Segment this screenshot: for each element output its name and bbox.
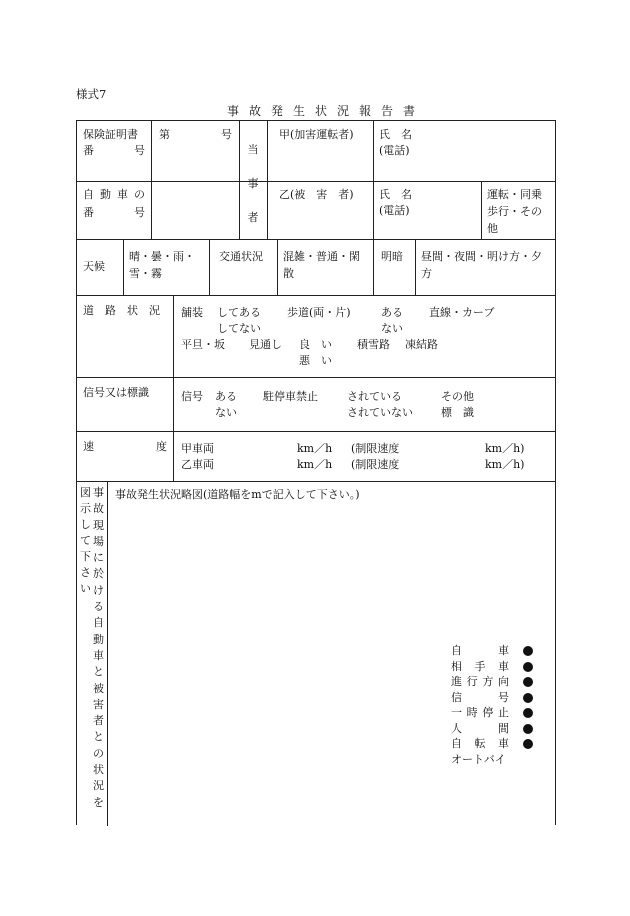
speed-label: 速 度 — [83, 440, 167, 453]
road-sidewalk-no: ない — [381, 322, 403, 335]
row-divider — [77, 431, 555, 432]
col-divider — [209, 239, 210, 295]
legend-dot-icon — [523, 739, 533, 749]
col-divider — [481, 181, 482, 239]
light-options-2: 方 — [421, 267, 432, 280]
legend-label: 自 車 — [451, 644, 509, 657]
road-frozen: 凍結路 — [405, 338, 438, 351]
legend-dot-icon — [523, 646, 533, 656]
signal-label: 信号又は標識 — [83, 386, 149, 399]
road-pave: 舗装 — [181, 306, 203, 319]
legend-label: 一 時 停 止 — [451, 706, 509, 719]
legend-item — [451, 721, 541, 737]
ko-name-label: 氏 名 — [379, 128, 412, 141]
traffic-options-1: 混雑・普通・閑 — [283, 250, 360, 263]
signal-sign: 標 識 — [441, 406, 474, 419]
row-divider — [77, 181, 555, 182]
road-curve: 直線・カーブ — [429, 306, 495, 319]
ko-label: 甲(加害運転者) — [279, 128, 354, 141]
col-divider — [151, 121, 152, 239]
col-divider — [277, 239, 278, 295]
ko-tel-label: (電話) — [379, 144, 410, 157]
row-divider — [77, 239, 555, 240]
col-divider — [267, 121, 268, 239]
road-sidewalk: 歩道(両・片) — [287, 306, 351, 319]
signal-other: その他 — [441, 390, 474, 403]
weather-label: 天候 — [83, 260, 105, 273]
party-label: 当事者 — [247, 143, 259, 224]
col-divider — [373, 239, 374, 295]
legend-dot-icon — [523, 693, 533, 703]
col-divider — [415, 239, 416, 295]
cert-number-label-2: 番 号 — [83, 144, 145, 157]
car-number-label: 自 動 車 の — [83, 188, 145, 201]
road-visibility-bad: 悪 い — [299, 354, 332, 367]
col-divider — [173, 295, 174, 481]
col-divider — [107, 481, 108, 826]
signal-yes: ある — [215, 390, 237, 403]
road-pave-yes: してある — [217, 306, 261, 319]
col-divider — [239, 121, 240, 239]
legend-item — [451, 705, 541, 721]
road-snow: 積雪路 — [357, 338, 390, 351]
road-visibility-good: 良 い — [299, 338, 332, 351]
victim-type-3: 他 — [487, 222, 498, 235]
cert-dai: 第 — [159, 128, 170, 141]
legend-label: 自 転 車 — [451, 737, 509, 750]
form-number: 様式7 — [76, 87, 107, 101]
speed-otsu-unit: km／h — [297, 458, 333, 471]
legend-dot-icon — [523, 662, 533, 672]
otsu-name-label: 氏 名 — [379, 188, 412, 201]
legend-item — [451, 659, 541, 675]
diagram-title: 事故発生状況略図(道路幅をmで記入して下さい。) — [115, 488, 360, 501]
road-slope: 平旦・坂 — [181, 338, 225, 351]
otsu-label: 乙(被 害 者) — [279, 188, 354, 201]
signal-parking-no: されていない — [347, 406, 413, 419]
cert-number-label: 保険証明書 — [83, 128, 138, 141]
weather-options-1: 晴・曇・雨・ — [129, 250, 195, 263]
car-number-label-2: 番 号 — [83, 206, 145, 219]
speed-otsu: 乙車両 — [181, 458, 214, 471]
victim-type-1: 運転・同乗 — [487, 188, 542, 201]
light-options-1: 昼間・夜間・明け方・夕 — [421, 250, 542, 263]
legend-dot-icon — [523, 724, 533, 734]
col-divider — [123, 239, 124, 295]
speed-ko: 甲車両 — [181, 442, 214, 455]
diagram-side-label-b: 事故現場に於ける自動車と被害者との状況を — [93, 486, 104, 809]
traffic-options-2: 散 — [283, 267, 294, 280]
signal-parking: 駐停車禁止 — [263, 390, 318, 403]
speed-ko-limit: (制限速度 — [351, 442, 400, 455]
legend-label: オートバイ — [451, 752, 506, 766]
road-visibility: 見通し — [249, 338, 282, 351]
road-label: 道 路 状 況 — [83, 304, 160, 317]
report-form — [76, 120, 556, 825]
page-title: 事故発生状況報告書 — [226, 104, 425, 118]
legend-label: 進 行 方 向 — [451, 675, 509, 688]
col-divider — [373, 121, 374, 239]
signal-signal: 信号 — [181, 390, 203, 403]
road-sidewalk-yes: ある — [381, 306, 403, 319]
victim-type-2: 歩行・その — [487, 205, 542, 218]
speed-otsu-limit: (制限速度 — [351, 458, 400, 471]
legend-dot-icon — [523, 708, 533, 718]
speed-otsu-limit-unit: km／h) — [485, 458, 525, 471]
legend-item — [451, 643, 541, 659]
row-divider — [77, 295, 555, 296]
cert-go: 号 — [221, 128, 232, 141]
road-pave-no: してない — [217, 322, 261, 335]
row-divider — [77, 481, 555, 482]
legend-item — [451, 736, 541, 752]
speed-ko-unit: km／h — [297, 442, 333, 455]
traffic-label: 交通状況 — [219, 250, 263, 263]
weather-options-2: 雪・霧 — [129, 267, 162, 280]
speed-ko-limit-unit: km／h) — [485, 442, 525, 455]
legend-dot-icon — [523, 677, 533, 687]
light-label: 明暗 — [381, 250, 403, 263]
signal-no: ない — [215, 406, 237, 419]
otsu-tel-label: (電話) — [379, 204, 410, 217]
diagram-side-label-a: 図示して下さい — [80, 486, 91, 595]
legend-label: 信 号 — [451, 690, 509, 704]
legend-label: 人 間 — [451, 721, 509, 735]
legend-item — [451, 674, 541, 690]
legend-item — [451, 690, 541, 706]
legend-label: 相 手 車 — [451, 659, 509, 673]
row-divider — [77, 377, 555, 378]
signal-parking-yes: されている — [347, 390, 402, 403]
legend-item — [451, 752, 541, 768]
